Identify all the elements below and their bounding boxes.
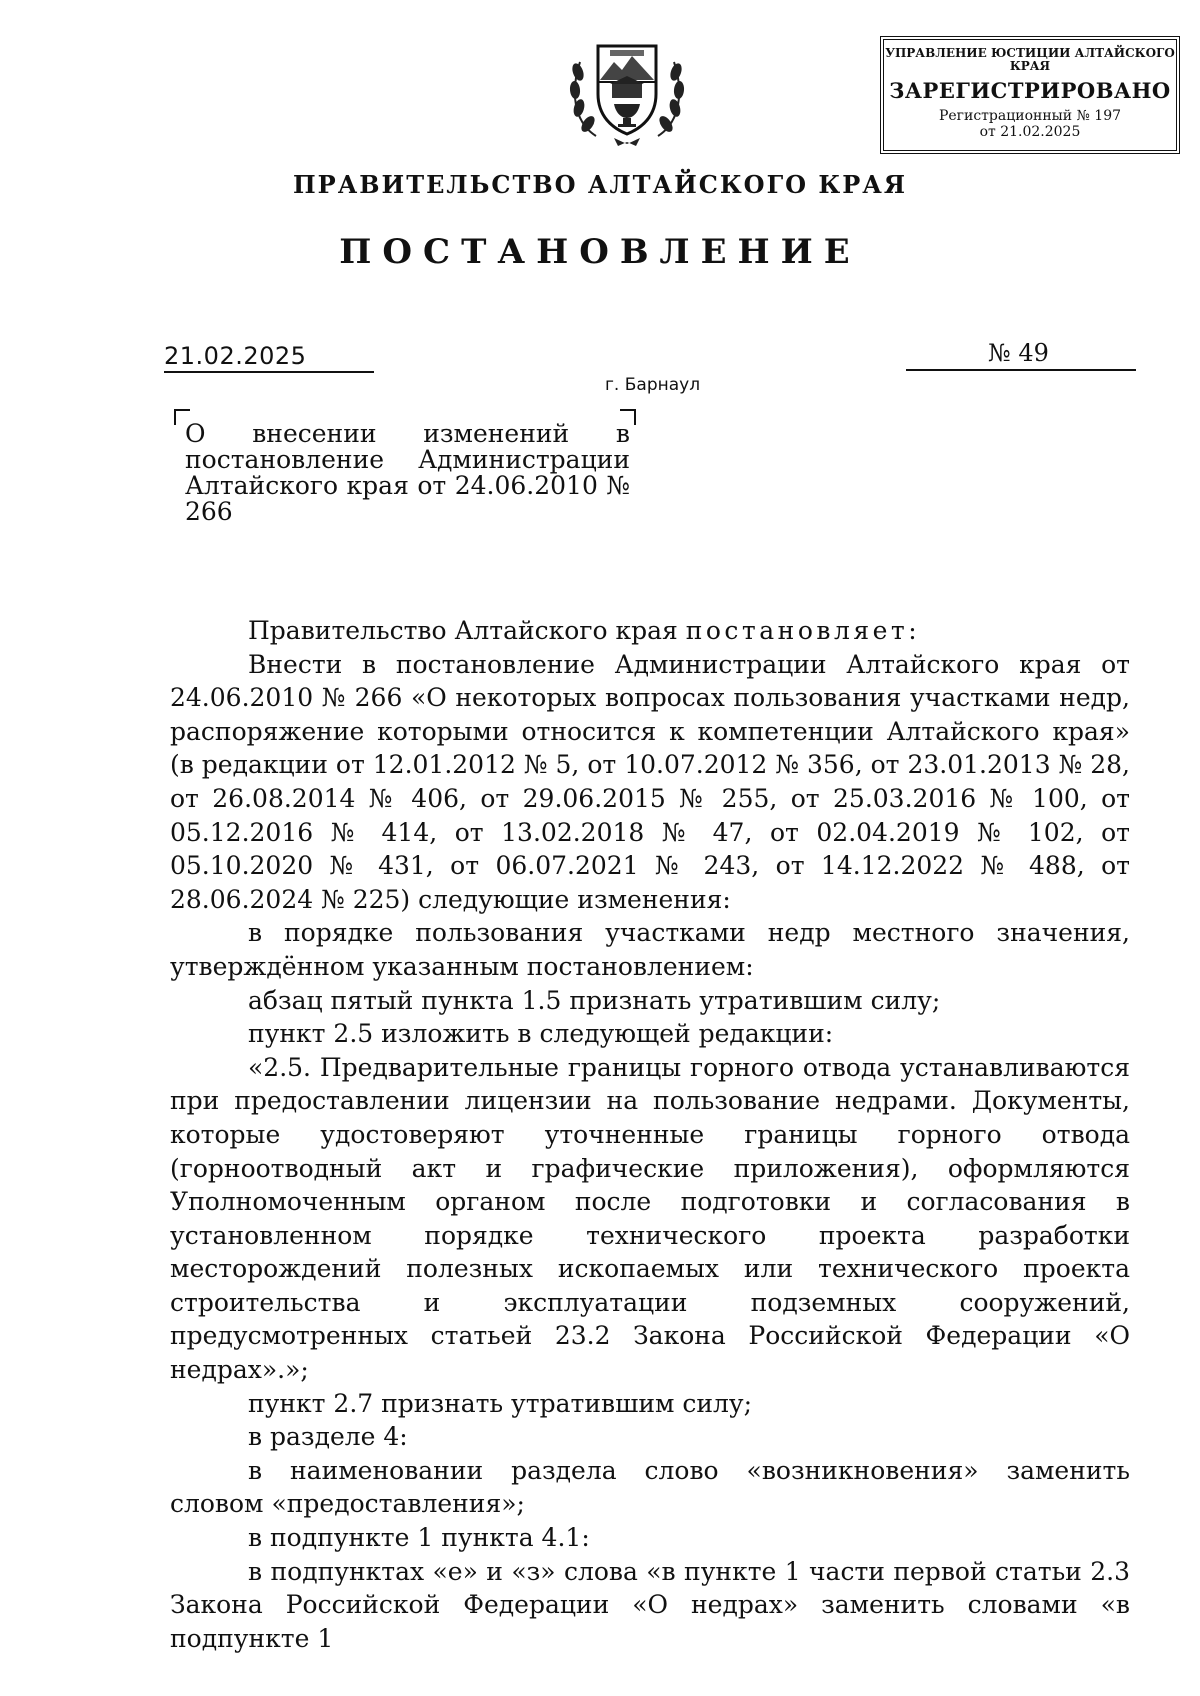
stamp-status: ЗАРЕГИСТРИРОВАНО — [889, 78, 1171, 103]
paragraph: пункт 2.7 признать утратившим силу; — [248, 1388, 753, 1418]
document-body — [170, 614, 1130, 1655]
paragraph: пункт 2.5 изложить в следующей редакции: — [248, 1019, 834, 1049]
document-type: ПОСТАНОВЛЕНИЕ — [339, 232, 861, 272]
paragraph: в подпункте 1 пункта 4.1: — [248, 1523, 590, 1553]
document-city: г. Барнаул — [605, 375, 701, 395]
document-number: № 49 — [906, 339, 1136, 371]
stamp-reg-date: от 21.02.2025 — [979, 124, 1081, 140]
intro-suffix: : — [908, 616, 917, 645]
stamp-reg-number: Регистрационный № 197 — [938, 108, 1122, 124]
paragraph: в разделе 4: — [248, 1422, 408, 1452]
intro-verb: постановляет — [685, 616, 909, 645]
paragraph: абзац пятый пункта 1.5 признать утратившим силу; — [248, 985, 941, 1015]
registration-stamp — [880, 36, 1180, 154]
document-date: 21.02.2025 — [164, 342, 374, 373]
intro-prefix: Правительство Алтайского края — [248, 616, 686, 645]
paragraph: в подпунктах «е» и «з» слова «в пункте 1 части первой статьи 2.3 Закона Российской Федерации «О недрах» заменить словами «в подпункте 1 — [170, 1556, 1130, 1653]
paragraph: «2.5. Предварительные границы горного отвода устанавливаются при предоставлении лицензии на пользование недрами. Документы, которые удостоверяют уточненные границы горного отвода (горноотводный акт и графические приложения), оформляются Уполномоченным органом после подготовки и согласования в установленном порядке технического проекта разработки месторождений полезных ископаемых или технического проекта строительства и эксплуатации подземных сооружений, предусмотренных статьей 23.2 Закона Российской Федерации «О недрах».»; — [170, 1052, 1130, 1385]
intro-paragraph — [170, 614, 1130, 648]
coat-of-arms-icon — [566, 32, 688, 148]
stamp-agency: УПРАВЛЕНИЕ ЮСТИЦИИ АЛТАЙСКОГО КРАЯ — [885, 46, 1175, 73]
document-title: О внесении изменений в постановление Администрации Алтайского края от 24.06.2010 № 266 — [185, 419, 630, 526]
paragraph: Внести в постановление Администрации Алтайского края от 24.06.2010 № 266 «О некоторых вопросах пользования участками недр, распоряжение которыми относится к компетенции Алтайского края» (в редакции от 12.01.2012 № 5, от 10.07.2012 № 356, от 23.01.2013 № 28, от 26.08.2014 № 406, от 29.06.2015 № 255, от 25.03.2016 № 100, от 05.12.2016 № 414, от 13.02.2018 № 47, от 02.04.2019 № 102, от 05.10.2020 № 431, от 06.07.2021 № 243, от 14.12.2022 № 488, от 28.06.2024 № 225) следующие изменения: — [170, 649, 1130, 914]
paragraph: в наименовании раздела слово «возникновения» заменить словом «предоставления»; — [170, 1455, 1130, 1519]
paragraph: в порядке пользования участками недр местного значения, утверждённом указанным постановлением: — [170, 918, 1130, 981]
government-name: ПРАВИТЕЛЬСТВО АЛТАЙСКОГО КРАЯ — [292, 170, 908, 199]
